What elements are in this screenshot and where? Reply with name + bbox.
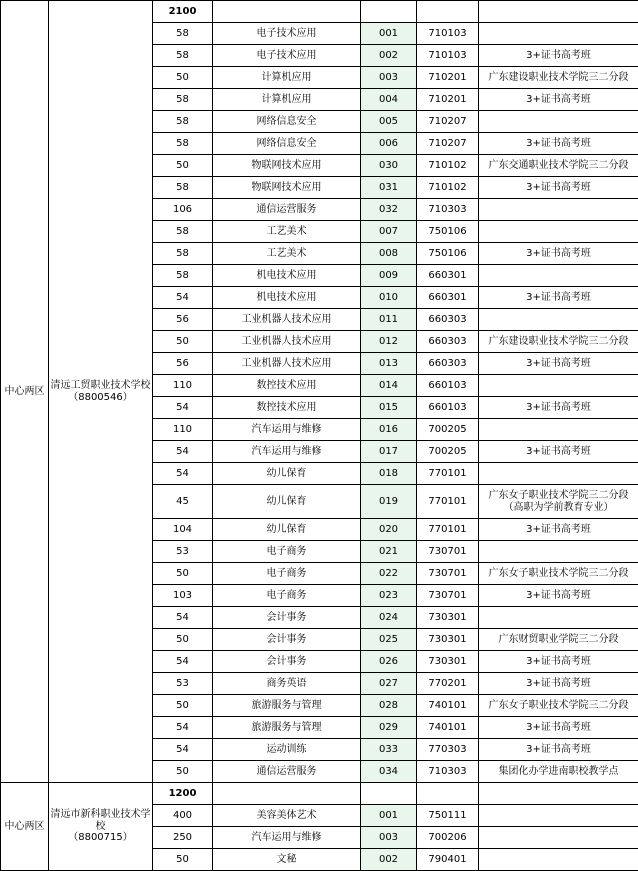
major-cell: 汽车运用与维修 <box>213 827 361 849</box>
note-cell: 3+证书高考班 <box>479 89 638 111</box>
major-code-cell: 010 <box>361 287 417 309</box>
major-cell: 通信运营服务 <box>213 199 361 221</box>
major-code-cell: 033 <box>361 739 417 761</box>
plan-cell: 56 <box>153 353 213 375</box>
major-cell: 旅游服务与管理 <box>213 695 361 717</box>
major-code-cell: 025 <box>361 629 417 651</box>
major-code-cell: 027 <box>361 673 417 695</box>
major-cell: 会计事务 <box>213 629 361 651</box>
note-cell: 广东女子职业技术学院三二分段 <box>479 695 638 717</box>
note-cell: 3+证书高考班 <box>479 739 638 761</box>
major-cell: 工业机器人技术应用 <box>213 353 361 375</box>
school-name: 清远市新科职业技术学校 <box>49 809 152 832</box>
specialty-code-cell: 750111 <box>417 805 479 827</box>
major-code-cell: 021 <box>361 541 417 563</box>
note-cell <box>479 221 638 243</box>
major-cell: 电子技术应用 <box>213 23 361 45</box>
specialty-code-cell: 750106 <box>417 221 479 243</box>
plan-cell: 54 <box>153 441 213 463</box>
note-cell: 3+证书高考班 <box>479 177 638 199</box>
empty-cell <box>361 783 417 805</box>
major-cell: 文秘 <box>213 849 361 871</box>
specialty-code-cell: 750106 <box>417 243 479 265</box>
specialty-code-cell: 710303 <box>417 761 479 783</box>
note-cell <box>479 607 638 629</box>
specialty-code-cell: 710201 <box>417 67 479 89</box>
specialty-code-cell: 770101 <box>417 485 479 519</box>
note-cell <box>479 23 638 45</box>
note-cell <box>479 849 638 871</box>
note-cell <box>479 375 638 397</box>
major-code-cell: 032 <box>361 199 417 221</box>
specialty-code-cell: 770303 <box>417 739 479 761</box>
major-code-cell: 012 <box>361 331 417 353</box>
specialty-code-cell: 710303 <box>417 199 479 221</box>
major-cell: 工艺美术 <box>213 221 361 243</box>
note-cell <box>479 199 638 221</box>
note-cell: 广东交通职业技术学院三二分段 <box>479 155 638 177</box>
plan-cell: 54 <box>153 397 213 419</box>
plan-cell: 58 <box>153 133 213 155</box>
note-cell <box>479 805 638 827</box>
note-cell: 3+证书高考班 <box>479 441 638 463</box>
plan-cell: 50 <box>153 695 213 717</box>
specialty-code-cell: 660303 <box>417 353 479 375</box>
plan-cell: 53 <box>153 673 213 695</box>
school-cell <box>49 1 153 783</box>
major-cell: 工业机器人技术应用 <box>213 309 361 331</box>
major-cell: 物联网技术应用 <box>213 155 361 177</box>
major-code-cell: 005 <box>361 111 417 133</box>
major-cell: 数控技术应用 <box>213 397 361 419</box>
school-cell <box>49 783 153 871</box>
specialty-code-cell: 710102 <box>417 177 479 199</box>
specialty-code-cell: 660301 <box>417 265 479 287</box>
specialty-code-cell: 730301 <box>417 607 479 629</box>
specialty-code-cell: 700206 <box>417 827 479 849</box>
major-code-cell: 030 <box>361 155 417 177</box>
region-cell: 中心两区 <box>1 1 49 783</box>
specialty-code-cell: 660103 <box>417 397 479 419</box>
major-code-cell: 015 <box>361 397 417 419</box>
empty-cell <box>417 783 479 805</box>
table-body <box>1 1 638 871</box>
major-cell: 商务英语 <box>213 673 361 695</box>
specialty-code-cell: 710201 <box>417 89 479 111</box>
plan-cell: 58 <box>153 45 213 67</box>
empty-cell <box>417 1 479 23</box>
plan-cell: 50 <box>153 761 213 783</box>
note-cell <box>479 827 638 849</box>
empty-cell <box>213 783 361 805</box>
plan-cell: 400 <box>153 805 213 827</box>
major-code-cell: 003 <box>361 827 417 849</box>
note-cell: 广东建设职业技术学院三二分段 <box>479 67 638 89</box>
major-cell: 会计事务 <box>213 651 361 673</box>
plan-cell: 50 <box>153 155 213 177</box>
plan-cell: 54 <box>153 739 213 761</box>
note-cell <box>479 309 638 331</box>
major-code-cell: 026 <box>361 651 417 673</box>
note-cell: 3+证书高考班 <box>479 353 638 375</box>
specialty-code-cell: 700205 <box>417 419 479 441</box>
major-code-cell: 006 <box>361 133 417 155</box>
specialty-code-cell: 740101 <box>417 695 479 717</box>
specialty-code-cell: 660301 <box>417 287 479 309</box>
plan-cell: 56 <box>153 309 213 331</box>
major-cell: 计算机应用 <box>213 89 361 111</box>
note-cell: 3+证书高考班 <box>479 133 638 155</box>
major-code-cell: 024 <box>361 607 417 629</box>
plan-cell: 50 <box>153 331 213 353</box>
specialty-code-cell: 710103 <box>417 23 479 45</box>
plan-cell: 58 <box>153 177 213 199</box>
plan-cell: 50 <box>153 629 213 651</box>
note-cell: 广东财贸职业学院三二分段 <box>479 629 638 651</box>
major-cell: 工艺美术 <box>213 243 361 265</box>
plan-cell: 58 <box>153 111 213 133</box>
major-code-cell: 002 <box>361 45 417 67</box>
major-cell: 汽车运用与维修 <box>213 441 361 463</box>
major-code-cell: 034 <box>361 761 417 783</box>
note-cell <box>479 419 638 441</box>
major-code-cell: 023 <box>361 585 417 607</box>
note-cell <box>479 541 638 563</box>
note-cell: 集团化办学进南职校教学点 <box>479 761 638 783</box>
empty-cell <box>213 1 361 23</box>
major-cell: 机电技术应用 <box>213 265 361 287</box>
major-cell: 电子商务 <box>213 585 361 607</box>
major-code-cell: 004 <box>361 89 417 111</box>
empty-cell <box>479 783 638 805</box>
note-cell: 3+证书高考班 <box>479 243 638 265</box>
major-cell: 运动训练 <box>213 739 361 761</box>
specialty-code-cell: 710103 <box>417 45 479 67</box>
empty-cell <box>479 1 638 23</box>
plan-cell: 50 <box>153 563 213 585</box>
note-cell: 3+证书高考班 <box>479 585 638 607</box>
major-code-cell: 002 <box>361 849 417 871</box>
note-cell: 3+证书高考班 <box>479 519 638 541</box>
major-code-cell: 018 <box>361 463 417 485</box>
school-code: （8800546） <box>49 392 152 404</box>
major-cell: 汽车运用与维修 <box>213 419 361 441</box>
specialty-code-cell: 730701 <box>417 563 479 585</box>
major-code-cell: 009 <box>361 265 417 287</box>
major-cell: 物联网技术应用 <box>213 177 361 199</box>
plan-cell: 110 <box>153 419 213 441</box>
note-cell: 广东女子职业技术学院三二分段 <box>479 563 638 585</box>
specialty-code-cell: 710207 <box>417 133 479 155</box>
major-code-cell: 008 <box>361 243 417 265</box>
specialty-code-cell: 770101 <box>417 519 479 541</box>
major-cell: 会计事务 <box>213 607 361 629</box>
major-cell: 幼儿保育 <box>213 463 361 485</box>
specialty-code-cell: 730301 <box>417 629 479 651</box>
plan-cell: 103 <box>153 585 213 607</box>
school-total-plan: 2100 <box>153 1 213 23</box>
specialty-code-cell: 740101 <box>417 717 479 739</box>
note-cell <box>479 463 638 485</box>
major-cell: 电子商务 <box>213 563 361 585</box>
note-cell <box>479 111 638 133</box>
major-cell: 网络信息安全 <box>213 133 361 155</box>
note-cell: 3+证书高考班 <box>479 45 638 67</box>
empty-cell <box>361 1 417 23</box>
major-cell: 旅游服务与管理 <box>213 717 361 739</box>
plan-cell: 54 <box>153 463 213 485</box>
major-cell: 美容美体艺术 <box>213 805 361 827</box>
major-cell: 幼儿保育 <box>213 519 361 541</box>
plan-cell: 58 <box>153 89 213 111</box>
major-cell: 机电技术应用 <box>213 287 361 309</box>
major-code-cell: 001 <box>361 805 417 827</box>
specialty-code-cell: 660303 <box>417 331 479 353</box>
major-code-cell: 028 <box>361 695 417 717</box>
major-cell: 电子商务 <box>213 541 361 563</box>
major-code-cell: 003 <box>361 67 417 89</box>
plan-cell: 54 <box>153 607 213 629</box>
plan-cell: 50 <box>153 67 213 89</box>
plan-cell: 50 <box>153 849 213 871</box>
major-code-cell: 001 <box>361 23 417 45</box>
plan-cell: 58 <box>153 23 213 45</box>
plan-cell: 58 <box>153 265 213 287</box>
school-name: 清远工贸职业技术学校 <box>49 380 152 392</box>
major-code-cell: 022 <box>361 563 417 585</box>
specialty-code-cell: 710102 <box>417 155 479 177</box>
specialty-code-cell: 770201 <box>417 673 479 695</box>
note-cell: 3+证书高考班 <box>479 651 638 673</box>
note-cell: 3+证书高考班 <box>479 397 638 419</box>
major-cell: 数控技术应用 <box>213 375 361 397</box>
specialty-code-cell: 730701 <box>417 585 479 607</box>
plan-cell: 104 <box>153 519 213 541</box>
plan-cell: 106 <box>153 199 213 221</box>
major-cell: 通信运营服务 <box>213 761 361 783</box>
major-code-cell: 016 <box>361 419 417 441</box>
specialty-code-cell: 660103 <box>417 375 479 397</box>
major-code-cell: 017 <box>361 441 417 463</box>
specialty-code-cell: 660303 <box>417 309 479 331</box>
note-cell: 3+证书高考班 <box>479 673 638 695</box>
major-code-cell: 007 <box>361 221 417 243</box>
major-code-cell: 019 <box>361 485 417 519</box>
specialty-code-cell: 730301 <box>417 651 479 673</box>
plan-cell: 250 <box>153 827 213 849</box>
plan-cell: 54 <box>153 287 213 309</box>
major-code-cell: 013 <box>361 353 417 375</box>
note-cell: 3+证书高考班 <box>479 717 638 739</box>
major-cell: 电子技术应用 <box>213 45 361 67</box>
specialty-code-cell: 700205 <box>417 441 479 463</box>
specialty-code-cell: 770101 <box>417 463 479 485</box>
specialty-code-cell: 790401 <box>417 849 479 871</box>
plan-cell: 45 <box>153 485 213 519</box>
major-code-cell: 014 <box>361 375 417 397</box>
table-row <box>1 1 638 23</box>
major-cell: 幼儿保育 <box>213 485 361 519</box>
major-code-cell: 031 <box>361 177 417 199</box>
major-code-cell: 029 <box>361 717 417 739</box>
note-cell: 广东女子职业技术学院三二分段 （高职为学前教育专业） <box>479 485 638 519</box>
plan-cell: 58 <box>153 243 213 265</box>
region-cell: 中心两区 <box>1 783 49 871</box>
major-cell: 计算机应用 <box>213 67 361 89</box>
plan-cell: 110 <box>153 375 213 397</box>
major-cell: 网络信息安全 <box>213 111 361 133</box>
specialty-code-cell: 710207 <box>417 111 479 133</box>
school-code: （8800715） <box>49 832 152 844</box>
major-cell: 工业机器人技术应用 <box>213 331 361 353</box>
table-row <box>1 783 638 805</box>
major-code-cell: 020 <box>361 519 417 541</box>
plan-cell: 53 <box>153 541 213 563</box>
major-code-cell: 011 <box>361 309 417 331</box>
specialty-code-cell: 730701 <box>417 541 479 563</box>
note-cell: 3+证书高考班 <box>479 287 638 309</box>
note-cell <box>479 265 638 287</box>
plan-cell: 58 <box>153 221 213 243</box>
plan-cell: 54 <box>153 651 213 673</box>
plan-cell: 54 <box>153 717 213 739</box>
note-cell: 广东建设职业技术学院三二分段 <box>479 331 638 353</box>
school-total-plan: 1200 <box>153 783 213 805</box>
